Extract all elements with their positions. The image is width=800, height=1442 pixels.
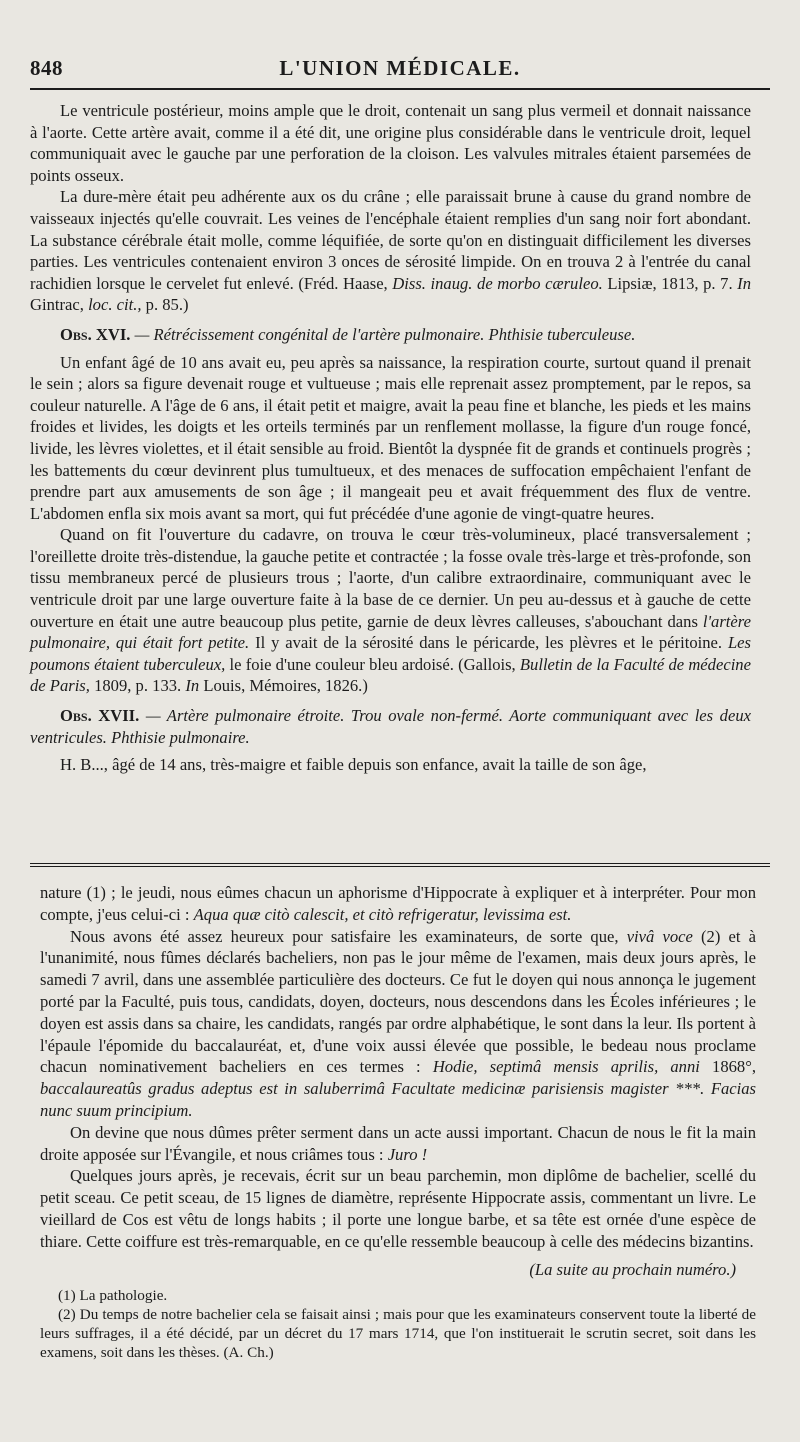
paragraph: Un enfant âgé de 10 ans avait eu, peu après sa naissance, la respiration courte, surtout quand il prenait le sein ; alors sa figure devenait rouge et vultueuse ; mais elle reprenait assez promptement, par le repos, sa couleur naturelle. A l'âge de 6 ans, il était petit et maigre, avait la peau fine et blanche, les pieds et les mains froides et livides, les doigts et les orteils terminés par un renflement mollasse, la figure d'un rouge foncé, livide, les lèvres violettes, et il était sensible au froid. Bientôt la dyspnée fit de grands et continuels progrès ; les battements du cœur devinrent plus tumultueux, et des menaces de suffocation empêchaient l'enfant de prendre part aux amusements de son âge ; il mangeait peu et avait fréquemment des flux de ventre. L'abdomen enfla six mois avant sa mort, qui fut précédée d'une agonie de vingt-quatre heures. (30, 352, 751, 523)
paragraph: Quelques jours après, je recevais, écrit sur un beau parchemin, mon diplôme de bachelier, scellé du petit sceau. Ce petit sceau, de 15 lignes de diamètre, représente Hippocrate assis, commentant un livre. Le vieillard de Cos est vêtu de longs habits ; il porte une longue barbe, et sa tête est ornée d'une espèce de thiare. Cette coiffure est très-remarquable, en ce qu'elle ressemble beaucoup à celle des médecins bizantins. (40, 1166, 756, 1251)
section-divider (30, 863, 770, 873)
paragraph: On devine que nous dûmes prêter serment dans un acte aussi important. Chacun de nous le fit la main droite apposée sur l'Évangile, et nous criâmes tous : Juro ! (40, 1122, 756, 1164)
journal-title: L'UNION MÉDICALE. (279, 56, 521, 80)
paragraph: Le ventricule postérieur, moins ample que le droit, contenait un sang plus vermeil et donnait naissance à l'aorte. Cette artère avait, comme il a été dit, une origine plus considérable dans le ventricule droit, lequel communiquait avec le gauche par une perforation de la cloison. Les valvules mitrales étaient parsemées de points osseux. (30, 101, 751, 185)
header-rule (30, 88, 770, 90)
paragraph: H. B..., âgé de 14 ans, très-maigre et faible depuis son enfance, avait la taille de son âge, (60, 755, 647, 775)
paragraph: La dure-mère était peu adhérente aux os du crâne ; elle paraissait brune à cause du grand nombre de vaisseaux injectés qu'elle couvrait. Les veines de l'encéphale étaient remplies d'un sang noir fort abondant. La substance cérébrale était molle, comme léquifiée, de sorte qu'on en distinguait difficilement les diverses parties. Les ventricules contenaient environ 3 onces de sérosité limpide. On en trouva 2 à l'entrée du canal rachidien lorsque le cervelet fut enlevé. (Fréd. Haase, Diss. inaug. de morbo cæruleo. Lipsiæ, 1813, p. 7. In Gintrac, loc. cit., p. 85.) (30, 187, 751, 315)
footnote: (1) La pathologie. (58, 1287, 168, 1305)
continued-note: (La suite au prochain numéro.) (529, 1259, 736, 1279)
page-number: 848 (30, 56, 63, 80)
observation-heading: Obs. XVII. — Artère pulmonaire étroite. Trou ovale non-fermé. Aorte communiquant avec les deux ventricules. Phthisie pulmonaire. (30, 706, 751, 747)
paragraph: Quand on fit l'ouverture du cadavre, on trouva le cœur très-volumineux, placé transversalement ; l'oreillette droite très-distendue, la gauche petite et contractée ; la fosse ovale très-large et très-profonde, son tissu membraneux percé de plusieurs trous ; l'aorte, d'un calibre extraordinaire, communiquant avec le ventricule droit par une large ouverture faite à la base de ce dernier. Un peu au-dessus et à gauche de cette ouverture en était une autre beaucoup plus petite, garnie de deux lèvres calleuses, s'abouchant dans l'artère pulmonaire, qui était fort petite. Il y avait de la sérosité dans le péricarde, les plèvres et le péritoine. Les poumons étaient tuberculeux, le foie d'une couleur bleu ardoisé. (Gallois, Bulletin de la Faculté de médecine de Paris, 1809, p. 133. In Louis, Mémoires, 1826.) (30, 525, 751, 696)
footnotes (40, 1286, 756, 1362)
observation-heading: Obs. XVI. — Rétrécissement congénital de l'artère pulmonaire. Phthisie tuberculeuse. (60, 324, 636, 344)
footnote: (2) Du temps de notre bachelier cela se faisait ainsi ; mais pour que les examinateurs conservent toute la liberté de leurs suffrages, il a été décidé, par un décret du 17 mars 1714, que l'on instituerait le scrutin secret, soit dans les examens, soit dans les thèses. (A. Ch.) (40, 1306, 756, 1362)
page-header (0, 48, 800, 88)
paragraph: nature (1) ; le jeudi, nous eûmes chacun un aphorisme d'Hippocrate à expliquer et à interpréter. Pour mon compte, j'eus celui-ci : Aqua quæ citò calescit, et citò refrigeratur, levissima est. (40, 883, 756, 924)
paragraph: Nous avons été assez heureux pour satisfaire les examinateurs, de sorte que, vivâ voce (2) et à l'unanimité, nous fûmes déclarés bacheliers, non pas le jour même de l'examen, mais deux jours après, le samedi 7 avril, dans une assemblée particulière des docteurs. Ce fut le doyen qui nous annonça le jugement porté par la Faculté, puis tous, candidats, doyen, docteurs, nous descendons dans les Écoles inférieures ; le doyen est assis dans sa chaire, les candidats, rangés par ordre alphabétique, le sont dans la leur. Ils portent à l'épaule l'épomide du baccalauréat, et, d'une voix aussi élevée que possible, le bedeau nous proclame chacun nominativement bacheliers en ces termes : Hodie, septimâ mensis aprilis, anni 1868°, baccalaureatûs gradus adeptus est in saluberrimâ Facultate medicinæ parisiensis magister ***. Facias nunc suum principium. (40, 926, 757, 1120)
article-upper (30, 100, 751, 776)
feuilleton-lower (40, 882, 756, 1362)
